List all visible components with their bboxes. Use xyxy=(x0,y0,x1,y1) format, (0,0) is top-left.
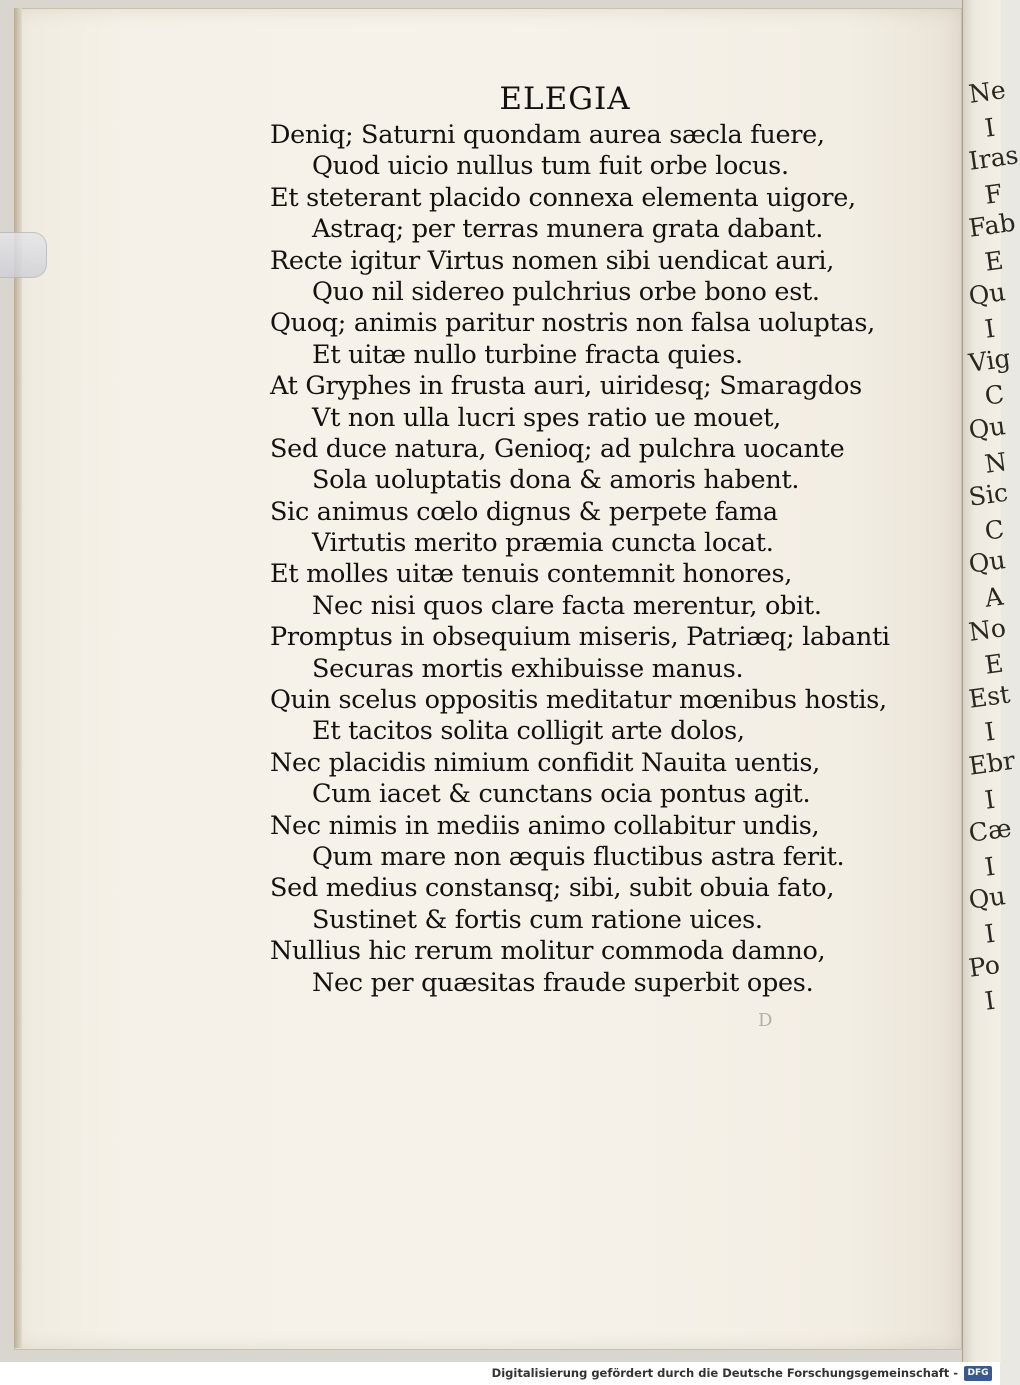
verse-line: Deniq; Saturni quondam aurea sæcla fuere, xyxy=(270,120,825,150)
verse-line: Promptus in obsequium miseris, Patriæq; labanti xyxy=(270,622,890,653)
facing-page-line: Sic xyxy=(966,477,1010,513)
verse-line: Nec per quæsitas fraude superbit opes. xyxy=(312,967,814,998)
footer-bar xyxy=(0,1362,1000,1385)
facing-page-text xyxy=(963,0,1020,1362)
facing-page-line: C xyxy=(982,379,1006,412)
verse-line: Sed duce natura, Genioq; ad pulchra uocante xyxy=(270,433,845,464)
verse-line: Nec placidis nimium confidit Nauita uentis, xyxy=(270,747,820,778)
verse-list xyxy=(270,120,890,999)
verse-line: Et steterant placido connexa elementa uigore, xyxy=(270,182,856,213)
verse-line: Qum mare non æquis fluctibus astra ferit. xyxy=(312,841,845,872)
verse-line: Sed medius constansq; sibi, subit obuia fato, xyxy=(270,873,835,904)
facing-page-line: Cæ xyxy=(966,813,1014,849)
verse-line: Cum iacet & cunctans ocia pontus agit. xyxy=(312,779,811,810)
signature-mark: D xyxy=(758,1010,773,1031)
facing-page-line: E xyxy=(982,245,1006,277)
page-clip xyxy=(0,232,47,278)
verse-line: Astraq; per terras munera grata dabant. xyxy=(312,214,824,245)
facing-page-edge xyxy=(962,0,1020,1362)
facing-page-line: I xyxy=(982,784,997,815)
verse-line: At Gryphes in frusta auri, uiridesq; Smaragdos xyxy=(270,371,862,402)
dfg-logo: DFG xyxy=(964,1366,992,1381)
facing-page-line: F xyxy=(982,178,1005,210)
facing-page-line: Fab xyxy=(966,208,1018,244)
printed-text-block xyxy=(270,78,890,999)
verse-line: Sola uoluptatis dona & amoris habent. xyxy=(312,465,800,496)
facing-page-line: Iras xyxy=(966,140,1020,177)
facing-page-line: Po xyxy=(966,949,1002,983)
verse-line: Sic animus cœlo dignus & perpete fama xyxy=(270,496,778,527)
verse-line: Nec nimis in mediis animo collabitur undis, xyxy=(270,810,820,841)
facing-page-line: Ne xyxy=(966,75,1008,109)
footer-credit: Digitalisierung gefördert durch die Deutsche Forschungsgemeinschaft - xyxy=(491,1366,958,1380)
page-heading: ELEGIA xyxy=(499,81,631,117)
facing-page-line: Qu xyxy=(966,881,1008,916)
verse-line: Et uitæ nullo turbine fracta quies. xyxy=(312,339,743,370)
facing-page-line: Qu xyxy=(966,276,1008,311)
facing-page-line: A xyxy=(982,581,1005,613)
facing-page-line: I xyxy=(982,918,997,949)
facing-page-line: E xyxy=(982,648,1006,681)
verse-line: Recte igitur Virtus nomen sibi uendicat auri, xyxy=(270,245,835,276)
verse-line: Vt non ulla lucri spes ratio ue mouet, xyxy=(312,402,781,433)
facing-page-line: I xyxy=(982,851,997,882)
verse-line: Securas mortis exhibuisse manus. xyxy=(312,653,744,684)
page-gutter-edge xyxy=(14,8,22,1348)
facing-page-line: I xyxy=(982,112,997,143)
verse-line: Nec nisi quos clare facta merentur, obit. xyxy=(312,590,822,621)
facing-page-line: Qu xyxy=(966,411,1008,445)
facing-page-line: Ebr xyxy=(966,745,1017,781)
facing-page-line: I xyxy=(982,313,997,345)
facing-page-line: C xyxy=(982,514,1006,546)
facing-page-line: Vig xyxy=(966,343,1013,378)
facing-page-line: N xyxy=(982,446,1009,479)
verse-line: Quod uicio nullus tum fuit orbe locus. xyxy=(312,151,789,182)
facing-page-line: Qu xyxy=(966,545,1008,580)
facing-page-line: No xyxy=(966,612,1008,647)
verse-line: Quoq; animis paritur nostris non falsa uoluptas, xyxy=(270,308,875,339)
verse-line: Et tacitos solita colligit arte dolos, xyxy=(312,716,745,747)
verse-line: Quin scelus oppositis meditatur mœnibus hostis, xyxy=(270,685,887,716)
verse-line: Virtutis merito præmia cuncta locat. xyxy=(312,528,774,559)
verse-line: Et molles uitæ tenuis contemnit honores, xyxy=(270,559,793,590)
verse-line: Sustinet & fortis cum ratione uices. xyxy=(312,904,763,935)
facing-page-line: I xyxy=(982,985,997,1017)
facing-page-line: I xyxy=(982,717,997,748)
verse-line: Quo nil sidereo pulchrius orbe bono est. xyxy=(312,276,820,307)
verse-line: Nullius hic rerum molitur commoda damno, xyxy=(270,936,826,967)
facing-page-line: Est xyxy=(966,679,1012,714)
